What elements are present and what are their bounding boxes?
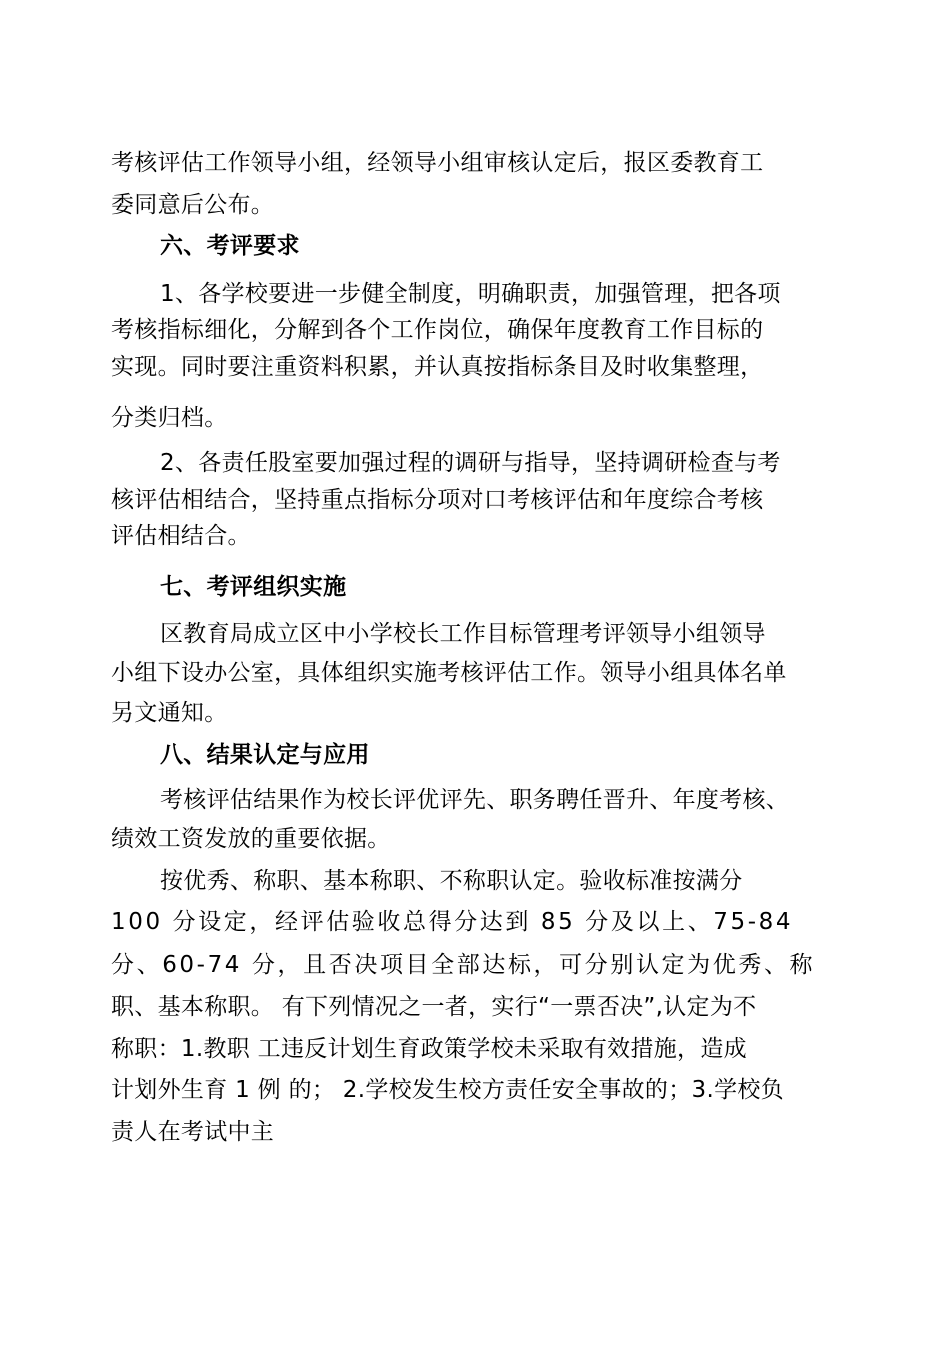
paragraph-line: 考核评估工作领导小组，经领导小组审核认定后，报区委教育工 [111,150,764,176]
section-heading-8: 八、结果认定与应用 [160,742,370,768]
paragraph-line: 职、基本称职。 有下列情况之一者，实行“一票否决”,认定为不 [111,994,757,1020]
paragraph-line: 考核指标细化，分解到各个工作岗位，确保年度教育工作目标的 [111,317,764,343]
paragraph-line: 分类归档。 [111,405,228,431]
paragraph-line: 实现。同时要注重资料积累，并认真按指标条目及时收集整理， [111,354,764,380]
paragraph-line: 2、各责任股室要加强过程的调研与指导，坚持调研检查与考 [160,450,781,476]
paragraph-line: 委同意后公布。 [111,192,275,218]
paragraph-line: 绩效工资发放的重要依据。 [111,826,391,852]
paragraph-line: 评估相结合。 [111,523,251,549]
paragraph-line: 小组下设办公室，具体组织实施考核评估工作。领导小组具体名单 [111,660,787,686]
paragraph-line: 分、60-74 分，且否决项目全部达标，可分别认定为优秀、称 [111,952,816,978]
paragraph-line: 另文通知。 [111,700,228,726]
paragraph-line: 称职：1.教职 工违反计划生育政策学校未采取有效措施，造成 [111,1036,747,1062]
paragraph-line: 1、各学校要进一步健全制度，明确职责，加强管理，把各项 [160,281,781,307]
paragraph-line: 责人在考试中主 [111,1119,275,1145]
paragraph-line: 计划外生育 1 例 的； 2.学校发生校方责任安全事故的；3.学校负 [111,1077,784,1103]
paragraph-line: 区教育局成立区中小学校长工作目标管理考评领导小组领导 [160,621,766,647]
paragraph-line: 核评估相结合，坚持重点指标分项对口考核评估和年度综合考核 [111,487,764,513]
section-heading-7: 七、考评组织实施 [160,574,347,600]
section-heading-6: 六、考评要求 [160,233,300,259]
paragraph-line: 100 分设定，经评估验收总得分达到 85 分及以上、75-84 [111,909,794,935]
paragraph-line: 考核评估结果作为校长评优评先、职务聘任晋升、年度考核、 [160,787,790,813]
paragraph-line: 按优秀、称职、基本称职、不称职认定。验收标准按满分 [160,868,743,894]
